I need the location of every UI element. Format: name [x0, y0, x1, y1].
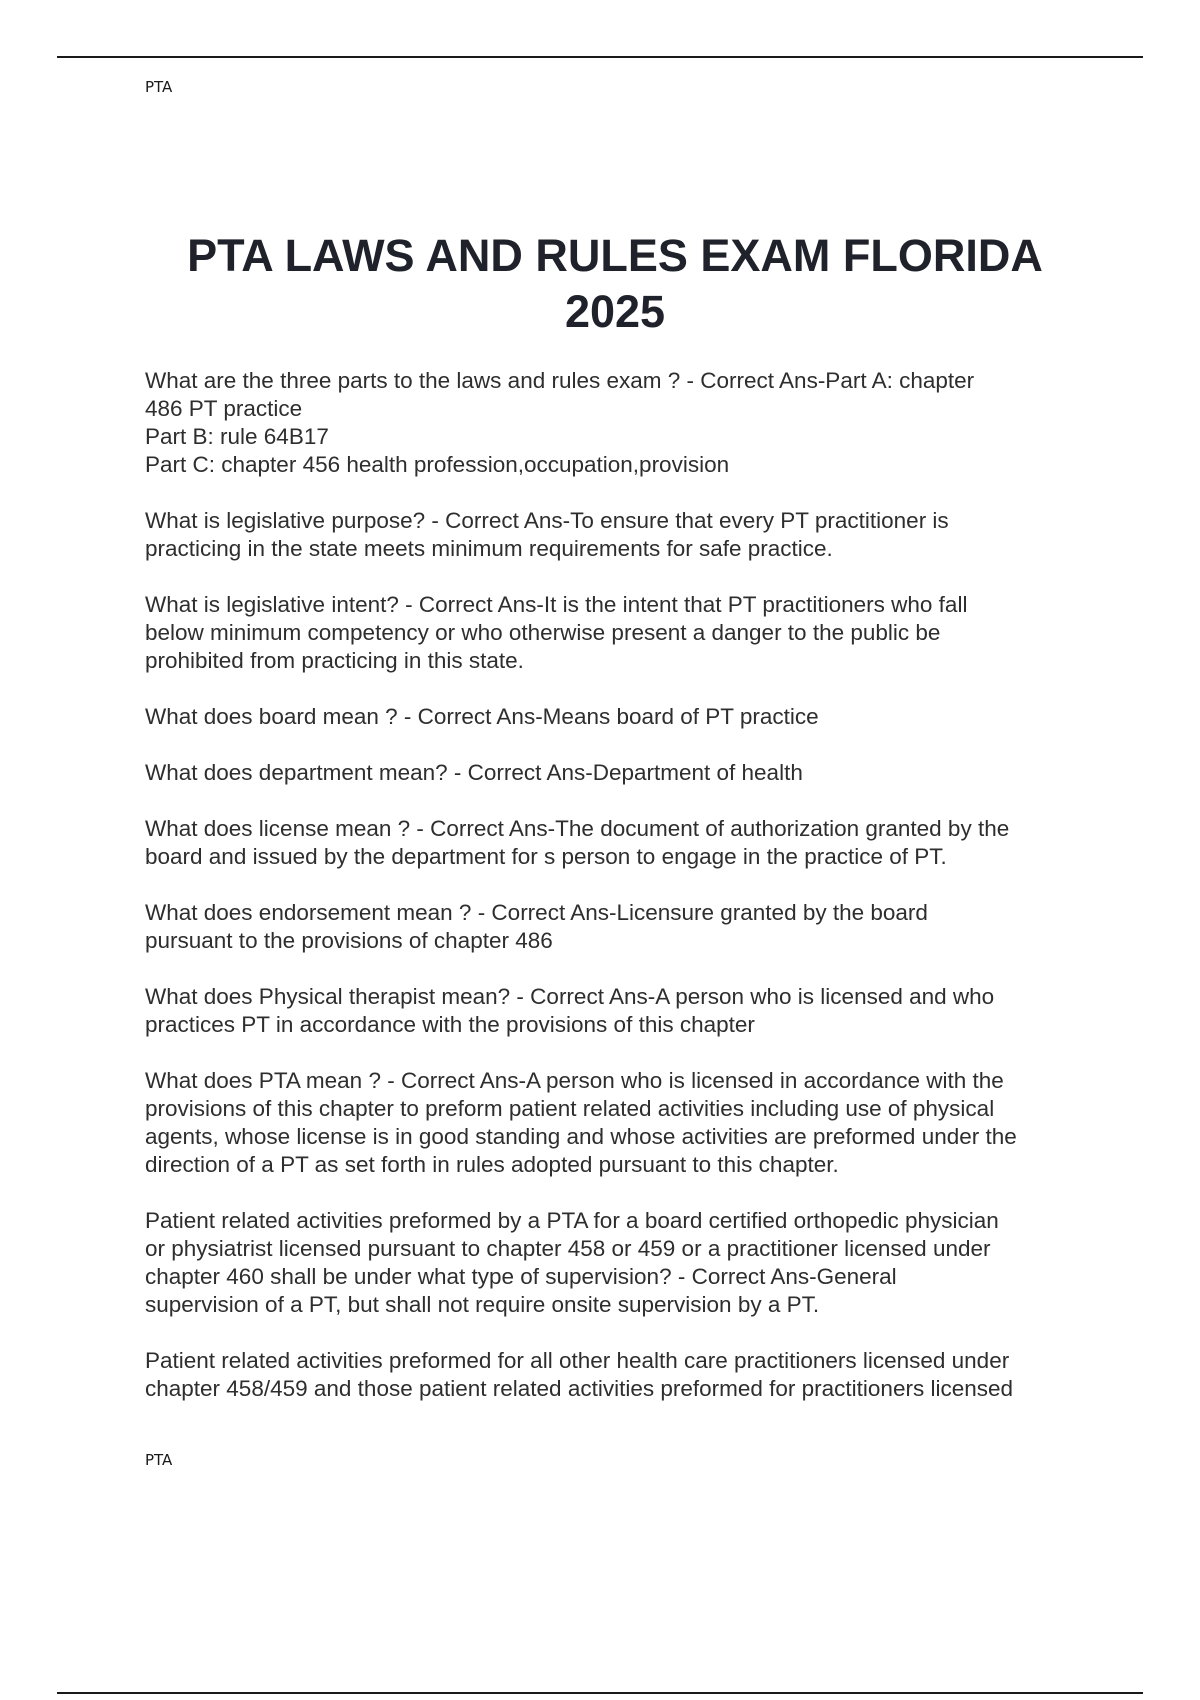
qa-line: chapter 458/459 and those patient related activities preformed for practitioners licensed [145, 1376, 1014, 1401]
qa-line: What does board mean ? - Correct Ans-Means board of PT practice [145, 704, 819, 729]
qa-line: Patient related activities preformed by a PTA for a board certified orthopedic physician [145, 1208, 999, 1233]
qa-line: direction of a PT as set forth in rules adopted pursuant to this chapter. [145, 1152, 839, 1177]
qa-line: practicing in the state meets minimum requirements for safe practice. [145, 536, 833, 561]
qa-item [145, 1207, 1085, 1319]
qa-line: agents, whose license is in good standing and whose activities are preformed under the [145, 1124, 1017, 1149]
qa-item [145, 367, 1085, 479]
qa-line: prohibited from practicing in this state. [145, 648, 524, 673]
qa-line: What is legislative intent? - Correct Ans-It is the intent that PT practitioners who fall [145, 592, 968, 617]
title-line-1: PTA LAWS AND RULES EXAM FLORIDA [187, 230, 1043, 281]
qa-item [145, 759, 1085, 787]
qa-line: provisions of this chapter to preform patient related activities including use of physical [145, 1096, 995, 1121]
document-title [120, 228, 1110, 340]
qa-line: What does license mean ? - Correct Ans-The document of authorization granted by the [145, 816, 1010, 841]
running-header: PTA [145, 78, 173, 96]
qa-item [145, 899, 1085, 955]
qa-item [145, 1067, 1085, 1179]
qa-line: What does PTA mean ? - Correct Ans-A person who is licensed in accordance with the [145, 1068, 1004, 1093]
qa-item [145, 507, 1085, 563]
qa-line: What does Physical therapist mean? - Correct Ans-A person who is licensed and who [145, 984, 995, 1009]
qa-list [145, 367, 1085, 1431]
qa-line: Part C: chapter 456 health profession,occupation,provision [145, 452, 730, 477]
qa-line: What is legislative purpose? - Correct Ans-To ensure that every PT practitioner is [145, 508, 949, 533]
qa-line: or physiatrist licensed pursuant to chapter 458 or 459 or a practitioner licensed under [145, 1236, 991, 1261]
qa-line: What does department mean? - Correct Ans-Department of health [145, 760, 803, 785]
qa-line: pursuant to the provisions of chapter 486 [145, 928, 553, 953]
qa-line: Patient related activities preformed for all other health care practitioners licensed under [145, 1348, 1010, 1373]
qa-line: Part B: rule 64B17 [145, 424, 329, 449]
qa-item [145, 815, 1085, 871]
qa-line: What are the three parts to the laws and rules exam ? - Correct Ans-Part A: chapter [145, 368, 975, 393]
qa-line: 486 PT practice [145, 396, 303, 421]
running-footer: PTA [145, 1451, 173, 1469]
qa-item [145, 703, 1085, 731]
qa-line: board and issued by the department for s person to engage in the practice of PT. [145, 844, 947, 869]
qa-item [145, 591, 1085, 675]
qa-line: supervision of a PT, but shall not require onsite supervision by a PT. [145, 1292, 820, 1317]
qa-line: practices PT in accordance with the provisions of this chapter [145, 1012, 755, 1037]
top-rule [57, 56, 1143, 58]
qa-item [145, 1347, 1085, 1403]
qa-line: chapter 460 shall be under what type of supervision? - Correct Ans-General [145, 1264, 897, 1289]
qa-line: What does endorsement mean ? - Correct Ans-Licensure granted by the board [145, 900, 928, 925]
qa-item [145, 983, 1085, 1039]
title-line-2: 2025 [564, 286, 666, 337]
bottom-rule [57, 1692, 1143, 1694]
qa-line: below minimum competency or who otherwise present a danger to the public be [145, 620, 941, 645]
